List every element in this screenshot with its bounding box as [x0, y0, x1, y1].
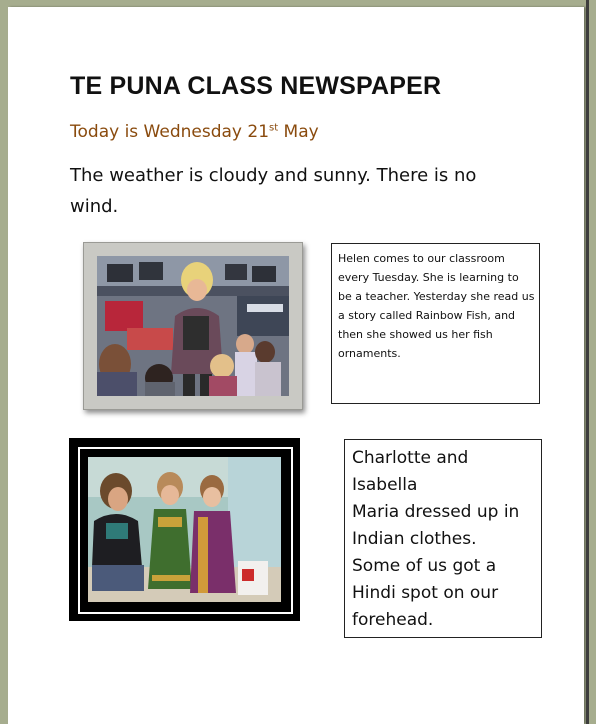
- story-line: be a teacher. Yesterday she read us: [338, 290, 535, 303]
- story-line: forehead.: [352, 610, 434, 630]
- page-edge-shadow: [586, 0, 589, 724]
- date-line: [70, 122, 319, 142]
- weather-paragraph: The weather is cloudy and sunny. There is no wind.: [70, 165, 477, 217]
- story-line: Indian clothes.: [352, 529, 477, 549]
- story-line: Some of us got a: [352, 556, 497, 576]
- story-line: Maria dressed up in: [352, 502, 520, 522]
- story-line: then she showed us her fish: [338, 328, 493, 341]
- story-indian-clothes-textbox: [344, 439, 542, 638]
- date-month: May: [278, 122, 319, 142]
- photo-white-border: [78, 447, 293, 614]
- classroom-photo: [97, 256, 289, 396]
- story-line: Hindi spot on our: [352, 583, 499, 603]
- indian-clothes-photo: [88, 457, 281, 602]
- date-ordinal-suffix: st: [269, 122, 279, 134]
- story-line: Isabella: [352, 475, 418, 495]
- story-line: a story called Rainbow Fish, and: [338, 309, 516, 322]
- indian-clothes-photo-frame: [69, 438, 300, 621]
- newspaper-title: TE PUNA CLASS NEWSPAPER: [70, 72, 442, 100]
- story-line: Charlotte and: [352, 448, 469, 468]
- story-line: ornaments.: [338, 347, 401, 360]
- window-top-strip: [0, 0, 596, 7]
- date-text: Today is Wednesday 21: [70, 122, 270, 142]
- story-line: Helen comes to our classroom: [338, 252, 505, 265]
- story-line: every Tuesday. She is learning to: [338, 271, 519, 284]
- classroom-photo-frame: [83, 242, 303, 410]
- story-helen-textbox: [331, 243, 540, 404]
